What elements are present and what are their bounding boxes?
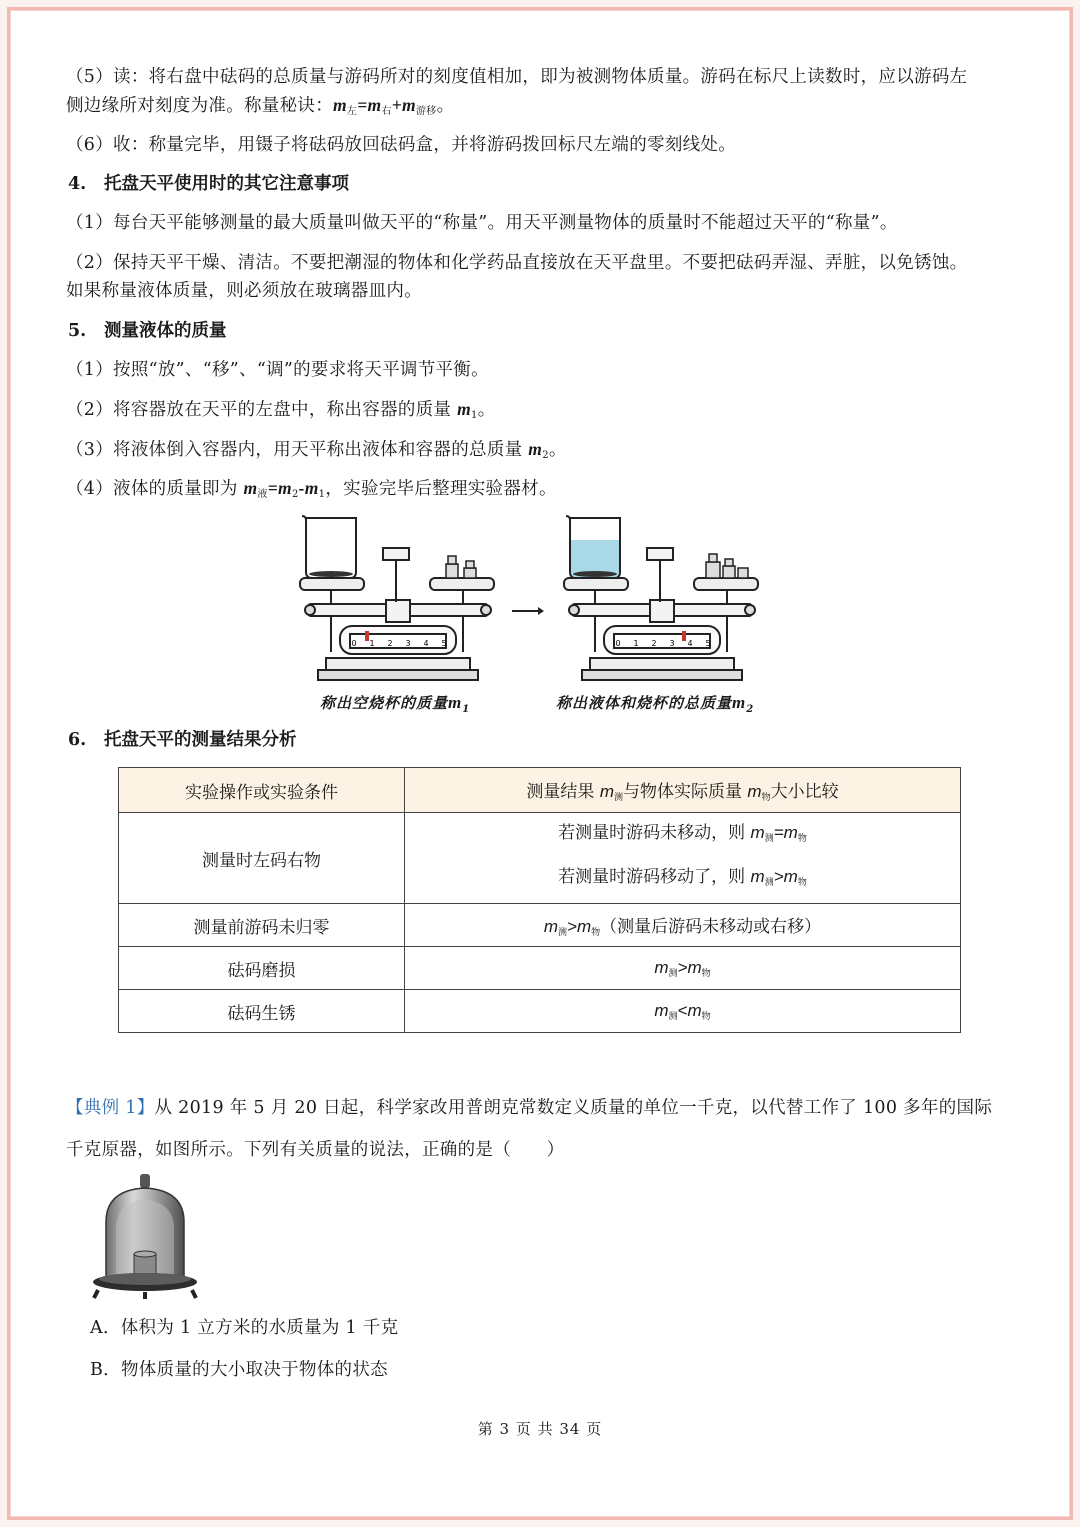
row1-a-m1: m xyxy=(750,823,765,842)
scale-tick-3: 3 xyxy=(405,639,411,648)
liquid-step-4-sub2: 2 xyxy=(291,489,299,500)
scale-tick-2: 2 xyxy=(387,639,393,648)
scale-tick-0: 0 xyxy=(615,639,621,648)
row3-condition: 砝码磨损 xyxy=(119,947,405,990)
liquid-step-3-sub: 2 xyxy=(542,450,549,461)
row1-result-b xyxy=(406,858,959,902)
paragraph-collect-step: （6）收：称量完毕，用镊子将砝码放回砝码盒，并将游码拨回标尺左端的零刻线处。 xyxy=(66,135,737,155)
formula-sub-rider: 游移 xyxy=(415,106,437,117)
note-1: （1）每台天平能够测量的最大质量叫做天平的“称量”。用天平测量物体的质量时不能超过天平的“称量”。 xyxy=(66,213,898,233)
weights-icon xyxy=(706,554,748,578)
note-2-line1: （2）保持天平干燥、清洁。不要把潮湿的物体和化学药品直接放在天平盘里。不要把砝码弄湿、弄脏，以免锈蚀。 xyxy=(66,253,968,273)
row4-s1: 测 xyxy=(668,1011,678,1022)
table-row xyxy=(119,904,961,947)
caption-empty-beaker xyxy=(320,692,470,715)
row1-b-s2: 物 xyxy=(797,878,807,888)
row1-b-op: > xyxy=(773,867,784,886)
scale-tick-1: 1 xyxy=(369,639,375,648)
scale-tick-5: 5 xyxy=(705,639,711,648)
liquid-step-2-text: （2）将容器放在天平的左盘中，称出容器的质量 xyxy=(66,400,458,420)
liquid-step-4-m: m xyxy=(243,478,258,498)
table-row xyxy=(119,813,961,904)
table-header-row xyxy=(119,768,961,813)
kilogram-prototype-image xyxy=(90,1172,202,1300)
heading-6-number: 6. xyxy=(68,730,87,750)
example-line2: 千克原器，如图所示。下列有关质量的说法，正确的是（ ） xyxy=(66,1140,565,1160)
header-right-end: 大小比较 xyxy=(770,782,839,802)
liquid-step-4 xyxy=(66,474,1018,509)
table-row xyxy=(119,990,961,1033)
heading-4-text: 托盘天平使用时的其它注意事项 xyxy=(104,174,349,194)
formula-m-right: m xyxy=(367,95,382,115)
row1-b-pre: 若测量时游码移动了，则 xyxy=(558,867,751,887)
table-header-left: 实验操作或实验条件 xyxy=(119,768,405,813)
row4-m1: m xyxy=(654,1000,669,1020)
empty-beaker-icon xyxy=(302,516,356,578)
row1-condition: 测量时左码右物 xyxy=(119,813,405,904)
liquid-step-3-m: m xyxy=(528,439,543,459)
row4-s2: 物 xyxy=(701,1011,711,1022)
formula-sub-right: 右 xyxy=(381,106,392,117)
header-right-s2: 物 xyxy=(761,793,771,803)
heading-section-5 xyxy=(68,317,227,345)
formula-plus: + xyxy=(391,95,403,115)
liquid-step-4-m2: m xyxy=(278,478,292,498)
row1-a-s1: 测 xyxy=(764,834,774,844)
row1-b-s1: 测 xyxy=(764,878,774,888)
row4-condition: 砝码生锈 xyxy=(119,990,405,1033)
read-step-line2 xyxy=(66,91,1018,126)
row1-a-s2: 物 xyxy=(797,834,807,844)
liquid-step-2-end: 。 xyxy=(477,400,496,420)
balance-empty-beaker-diagram xyxy=(298,512,498,692)
formula-sub-left: 左 xyxy=(346,106,358,117)
row3-s1: 测 xyxy=(668,968,678,979)
row1-a-m2: m xyxy=(783,823,798,842)
note-2-line2: 如果称量液体质量，则必须放在玻璃器皿内。 xyxy=(66,281,422,301)
header-right-m1: m xyxy=(599,782,614,801)
liquid-step-1: （1）按照“放”、“移”、“调”的要求将天平调节平衡。 xyxy=(66,360,489,380)
heading-6-text: 托盘天平的测量结果分析 xyxy=(104,730,297,750)
liquid-step-2 xyxy=(66,395,1018,430)
scale-tick-1: 1 xyxy=(633,639,639,648)
liquid-step-3-text: （3）将液体倒入容器内，用天平称出液体和容器的总质量 xyxy=(66,440,529,460)
header-right-pre: 测量结果 xyxy=(526,782,600,802)
liquid-step-3-end: 。 xyxy=(548,440,567,460)
row3-op: > xyxy=(677,957,688,977)
arrow-right-icon xyxy=(510,604,546,618)
formula-m-left: m xyxy=(333,95,347,115)
read-step-line1: （5）读：将右盘中砝码的总质量与游码所对的刻度值相加，即为被测物体质量。游码在标尺上读数时，应以游码左 xyxy=(66,67,968,87)
row1-result-a xyxy=(406,814,959,858)
liquid-step-4-sub1: 1 xyxy=(318,489,326,500)
liquid-beaker-icon xyxy=(566,516,620,578)
caption-2-m: m xyxy=(732,693,747,712)
row3-m2: m xyxy=(687,957,702,977)
row1-b-m1: m xyxy=(750,867,765,886)
caption-liquid-beaker xyxy=(556,692,754,715)
row2-m2: m xyxy=(576,917,592,936)
row4-m2: m xyxy=(687,1000,702,1020)
caption-2-text: 称出液体和烧杯的总质量 xyxy=(556,694,733,712)
liquid-step-3 xyxy=(66,435,1018,470)
liquid-step-4-text: （4）液体的质量即为 xyxy=(66,479,244,499)
table-row xyxy=(119,947,961,990)
page-footer: 第 3 页 共 34 页 xyxy=(477,1420,603,1438)
heading-5-text: 测量液体的质量 xyxy=(104,321,227,341)
heading-section-6 xyxy=(68,726,297,754)
row1-a-op: = xyxy=(773,823,784,842)
liquid-step-4-minus: - xyxy=(298,478,305,498)
scale-tick-3: 3 xyxy=(669,639,675,648)
table-header-right xyxy=(405,768,961,813)
liquid-step-4-eq: = xyxy=(267,478,279,498)
row2-condition: 测量前游码未归零 xyxy=(119,904,405,947)
scale-tick-4: 4 xyxy=(423,639,429,648)
scale-tick-4: 4 xyxy=(687,639,693,648)
liquid-step-4-m1: m xyxy=(304,478,319,498)
caption-2-sub: 2 xyxy=(746,704,755,715)
weights-icon xyxy=(446,556,476,578)
row4-op: < xyxy=(677,1000,688,1020)
header-right-s1: 测 xyxy=(613,793,623,803)
scale-tick-2: 2 xyxy=(651,639,657,648)
balance-liquid-beaker-diagram xyxy=(562,512,762,692)
result-analysis-table xyxy=(118,767,961,1033)
note-2 xyxy=(66,249,1018,305)
row3-result xyxy=(405,947,961,990)
example-question xyxy=(66,1087,1018,1171)
formula-end: 。 xyxy=(436,96,455,116)
option-a[interactable]: A．体积为 1 立方米的水质量为 1 千克 xyxy=(90,1318,399,1338)
liquid-step-4-end: ，实验完毕后整理实验器材。 xyxy=(325,479,557,499)
row2-note: （测量后游码未移动或右移） xyxy=(600,917,822,937)
row2-result xyxy=(405,904,961,947)
formula-eq: = xyxy=(357,95,368,115)
row4-result xyxy=(405,990,961,1033)
rider-marker xyxy=(365,631,369,641)
heading-4-number: 4. xyxy=(68,174,87,194)
row2-s1: 测 xyxy=(558,928,568,938)
row1-b-m2: m xyxy=(783,867,798,886)
row2-s2: 物 xyxy=(591,928,601,938)
caption-1-sub: 1 xyxy=(462,704,471,715)
scale-tick-5: 5 xyxy=(441,639,447,648)
liquid-step-4-sub: 液 xyxy=(257,489,268,500)
heading-section-4 xyxy=(68,170,349,198)
scale-tick-0: 0 xyxy=(351,639,357,648)
row2-op: > xyxy=(567,917,577,936)
option-b[interactable]: B．物体质量的大小取决于物体的状态 xyxy=(90,1360,388,1380)
row1-result xyxy=(405,813,961,904)
paragraph-read-step xyxy=(66,63,1018,126)
header-right-mid: 与物体实际质量 xyxy=(623,782,748,802)
header-right-m2: m xyxy=(747,782,762,801)
row1-a-pre: 若测量时游码未移动，则 xyxy=(558,823,751,843)
example-line1-text: 从 2019 年 5 月 20 日起，科学家改用普朗克常数定义质量的单位一千克，以代替工作了 100 多年的国际 xyxy=(154,1098,993,1118)
liquid-step-2-m: m xyxy=(457,399,472,419)
row3-m1: m xyxy=(654,957,669,977)
rider-marker xyxy=(682,631,686,641)
row3-s2: 物 xyxy=(701,968,711,979)
example-tag: 【典例 1】 xyxy=(66,1098,155,1118)
caption-1-m: m xyxy=(448,693,463,712)
heading-5-number: 5. xyxy=(68,321,87,341)
caption-1-text: 称出空烧杯的质量 xyxy=(320,694,449,712)
example-line1 xyxy=(66,1087,1018,1129)
liquid-step-2-sub: 1 xyxy=(471,410,478,421)
formula-m-rider: m xyxy=(402,95,416,115)
formula-intro: 侧边缘所对刻度为准。称量秘诀： xyxy=(66,96,333,116)
row2-m1: m xyxy=(543,917,559,936)
